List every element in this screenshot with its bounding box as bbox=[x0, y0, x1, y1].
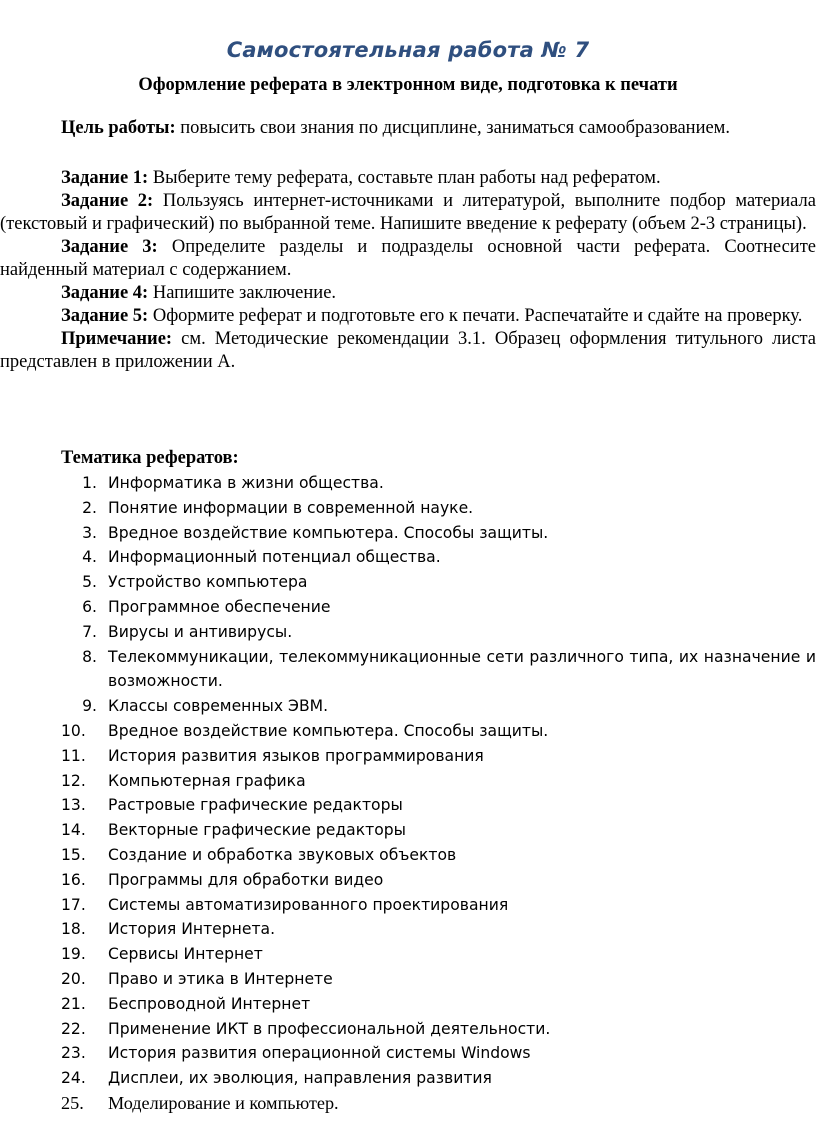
item-text: Право и этика в Интернете bbox=[108, 969, 333, 988]
task-label: Задание 5: bbox=[61, 306, 149, 326]
goal-text: повысить свои знания по дисциплине, заниматься самообразованием. bbox=[175, 118, 731, 138]
item-number: 20. bbox=[61, 969, 86, 988]
item-text: Компьютерная графика bbox=[108, 771, 306, 790]
item-number: 18. bbox=[61, 920, 86, 939]
page-subtitle: Оформление реферата в электронном виде, подготовка к печати bbox=[138, 75, 678, 95]
item-number: 15. bbox=[61, 845, 86, 864]
task-text: Напишите заключение. bbox=[148, 283, 337, 303]
item-number: 3. bbox=[82, 523, 97, 542]
item-text: Векторные графические редакторы bbox=[108, 821, 406, 840]
goal-section bbox=[0, 117, 816, 140]
note-label: Примечание: bbox=[61, 329, 173, 349]
item-number: 11. bbox=[61, 746, 86, 765]
goal-paragraph bbox=[0, 117, 816, 140]
task-4 bbox=[0, 282, 816, 305]
item-text: История развития операционной системы Windows bbox=[108, 1044, 531, 1063]
list-item bbox=[61, 868, 816, 893]
item-number: 10. bbox=[61, 721, 86, 740]
task-1 bbox=[0, 167, 816, 190]
list-item bbox=[61, 793, 816, 818]
item-number: 23. bbox=[61, 1044, 86, 1063]
item-text: Моделирование и компьютер. bbox=[108, 1092, 339, 1113]
list-item bbox=[61, 744, 816, 769]
item-number: 12. bbox=[61, 771, 86, 790]
item-text: Применение ИКТ в профессиональной деятельности. bbox=[108, 1019, 551, 1038]
task-text: Оформите реферат и подготовьте его к печати. Распечатайте и сдайте на проверку. bbox=[148, 306, 803, 326]
task-label: Задание 3: bbox=[61, 237, 158, 257]
item-number: 25. bbox=[61, 1092, 84, 1113]
item-text: Программное обеспечение bbox=[108, 597, 331, 616]
item-text: Вредное воздействие компьютера. Способы защиты. bbox=[108, 721, 549, 740]
item-number: 8. bbox=[82, 647, 97, 666]
list-item bbox=[61, 471, 816, 496]
item-number: 19. bbox=[61, 945, 86, 964]
item-number: 17. bbox=[61, 895, 86, 914]
item-text: История Интернета. bbox=[108, 920, 276, 939]
item-number: 14. bbox=[61, 821, 86, 840]
list-item bbox=[61, 719, 816, 744]
item-number: 4. bbox=[82, 548, 97, 567]
item-text: Телекоммуникации, телекоммуникационные сети различного типа, их назначение и возможности. bbox=[108, 647, 816, 691]
item-text: Сервисы Интернет bbox=[108, 945, 263, 964]
task-text: Определите разделы и подразделы основной части реферата. Соотнесите найденный материал с содержанием. bbox=[0, 237, 816, 280]
list-item bbox=[61, 818, 816, 843]
item-text: Программы для обработки видео bbox=[108, 870, 384, 889]
item-number: 24. bbox=[61, 1069, 86, 1088]
task-3 bbox=[0, 236, 816, 282]
item-number: 13. bbox=[61, 796, 86, 815]
task-label: Задание 4: bbox=[61, 283, 149, 303]
item-text: Дисплеи, их эволюция, направления развития bbox=[108, 1069, 492, 1088]
list-item bbox=[61, 521, 816, 546]
list-item bbox=[61, 694, 816, 719]
task-text: Пользуясь интернет-источниками и литературой, выполните подбор материала (текстовый и графический) по выбранной теме. Напишите введение к реферату (объем 2-3 страницы). bbox=[0, 191, 816, 234]
list-item bbox=[61, 942, 816, 967]
tasks-section bbox=[0, 167, 816, 374]
item-text: Устройство компьютера bbox=[108, 573, 308, 592]
task-label: Задание 1: bbox=[61, 168, 149, 188]
item-number: 1. bbox=[82, 474, 97, 492]
list-item bbox=[61, 620, 816, 645]
item-number: 16. bbox=[61, 870, 86, 889]
page-title: Самостоятельная работа № 7 bbox=[226, 38, 590, 62]
list-item bbox=[61, 1017, 816, 1042]
list-item bbox=[61, 992, 816, 1017]
item-number: 6. bbox=[82, 597, 97, 616]
item-number: 5. bbox=[82, 573, 97, 592]
list-item bbox=[61, 1041, 816, 1066]
item-text: Создание и обработка звуковых объектов bbox=[108, 845, 457, 864]
list-item bbox=[61, 595, 816, 620]
task-label: Задание 2: bbox=[61, 191, 154, 211]
topics-heading: Тематика рефератов: bbox=[61, 448, 239, 468]
task-5 bbox=[0, 305, 816, 328]
topics-list bbox=[61, 471, 816, 1116]
list-item bbox=[61, 893, 816, 918]
list-item bbox=[61, 645, 816, 695]
task-text: Выберите тему реферата, составьте план работы над рефератом. bbox=[148, 168, 661, 188]
item-text: Информатика в жизни общества. bbox=[108, 474, 384, 492]
item-text: История развития языков программирования bbox=[108, 746, 484, 765]
item-text: Понятие информации в современной науке. bbox=[108, 498, 474, 517]
list-item bbox=[61, 967, 816, 992]
list-item bbox=[61, 917, 816, 942]
item-number: 21. bbox=[61, 994, 86, 1013]
item-number: 9. bbox=[82, 697, 97, 716]
item-text: Системы автоматизированного проектирования bbox=[108, 895, 509, 914]
goal-label: Цель работы: bbox=[61, 118, 176, 138]
item-number: 22. bbox=[61, 1019, 86, 1038]
item-number: 2. bbox=[82, 498, 97, 517]
list-item bbox=[61, 570, 816, 595]
list-item bbox=[61, 545, 816, 570]
item-text: Классы современных ЭВМ. bbox=[108, 697, 329, 716]
task-2 bbox=[0, 190, 816, 236]
item-text: Вирусы и антивирусы. bbox=[108, 622, 293, 641]
item-number: 7. bbox=[82, 622, 97, 641]
list-item bbox=[61, 843, 816, 868]
list-item bbox=[61, 1066, 816, 1091]
note-text: см. Методические рекомендации 3.1. Образец оформления титульного листа представлен в приложении А. bbox=[0, 329, 816, 372]
item-text: Вредное воздействие компьютера. Способы защиты. bbox=[108, 523, 549, 542]
note bbox=[0, 328, 816, 374]
list-item bbox=[61, 496, 816, 521]
item-text: Растровые графические редакторы bbox=[108, 796, 403, 815]
list-item bbox=[61, 1091, 816, 1116]
list-item bbox=[61, 769, 816, 794]
item-text: Беспроводной Интернет bbox=[108, 994, 311, 1013]
item-text: Информационный потенциал общества. bbox=[108, 548, 441, 567]
